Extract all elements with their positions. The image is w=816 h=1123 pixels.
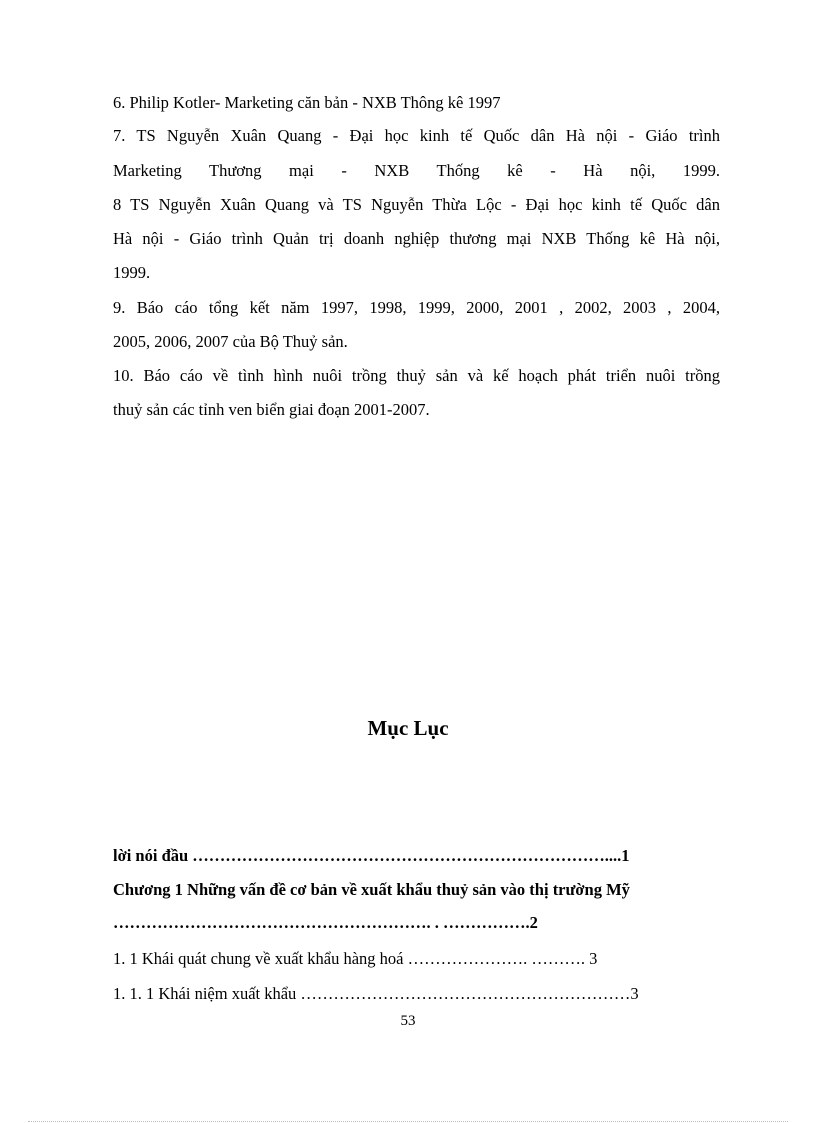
toc-entry: 1. 1 Khái quát chung về xuất khẩu hàng hoá …………………. ………. 3 (113, 949, 598, 968)
reference-line: 6. Philip Kotler- Marketing căn bản - NXB Thông kê 1997 (113, 93, 501, 112)
reference-line: Marketing Thương mại - NXB Thống kê - Hà nội, 1999. (113, 161, 720, 180)
toc-entry: 1. 1. 1 Khái niệm xuất khẩu ……………………………………………………3 (113, 984, 639, 1003)
reference-line: 2005, 2006, 2007 của Bộ Thuỷ sản. (113, 332, 348, 351)
reference-line: 9. Báo cáo tổng kết năm 1997, 1998, 1999, 2000, 2001 , 2002, 2003 , 2004, (113, 298, 720, 317)
reference-line: 10. Báo cáo về tình hình nuôi trồng thuỷ sản và kế hoạch phát triển nuôi trồng (113, 366, 720, 385)
toc-title: Mục Lục (367, 716, 449, 740)
toc-entry: Chương 1 Những vấn đề cơ bản về xuất khẩu thuỷ sản vào thị trường Mỹ (113, 880, 630, 899)
page-number: 53 (400, 1013, 416, 1029)
page-divider (28, 1121, 788, 1122)
reference-line: Hà nội - Giáo trình Quản trị doanh nghiệp thương mại NXB Thống kê Hà nội, (113, 229, 720, 248)
reference-line: 8 TS Nguyễn Xuân Quang và TS Nguyễn Thừa Lộc - Đại học kinh tế Quốc dân (113, 195, 720, 214)
reference-line: thuỷ sản các tỉnh ven biển giai đoạn 2001-2007. (113, 400, 430, 419)
reference-line: 7. TS Nguyễn Xuân Quang - Đại học kinh tế Quốc dân Hà nội - Giáo trình (113, 126, 720, 145)
reference-line: 1999. (113, 263, 151, 282)
toc-entry: lời nói đầu …………………………………………………………………....1 (113, 846, 630, 865)
toc-entry: …………………………………………………. . …………….2 (113, 913, 538, 932)
